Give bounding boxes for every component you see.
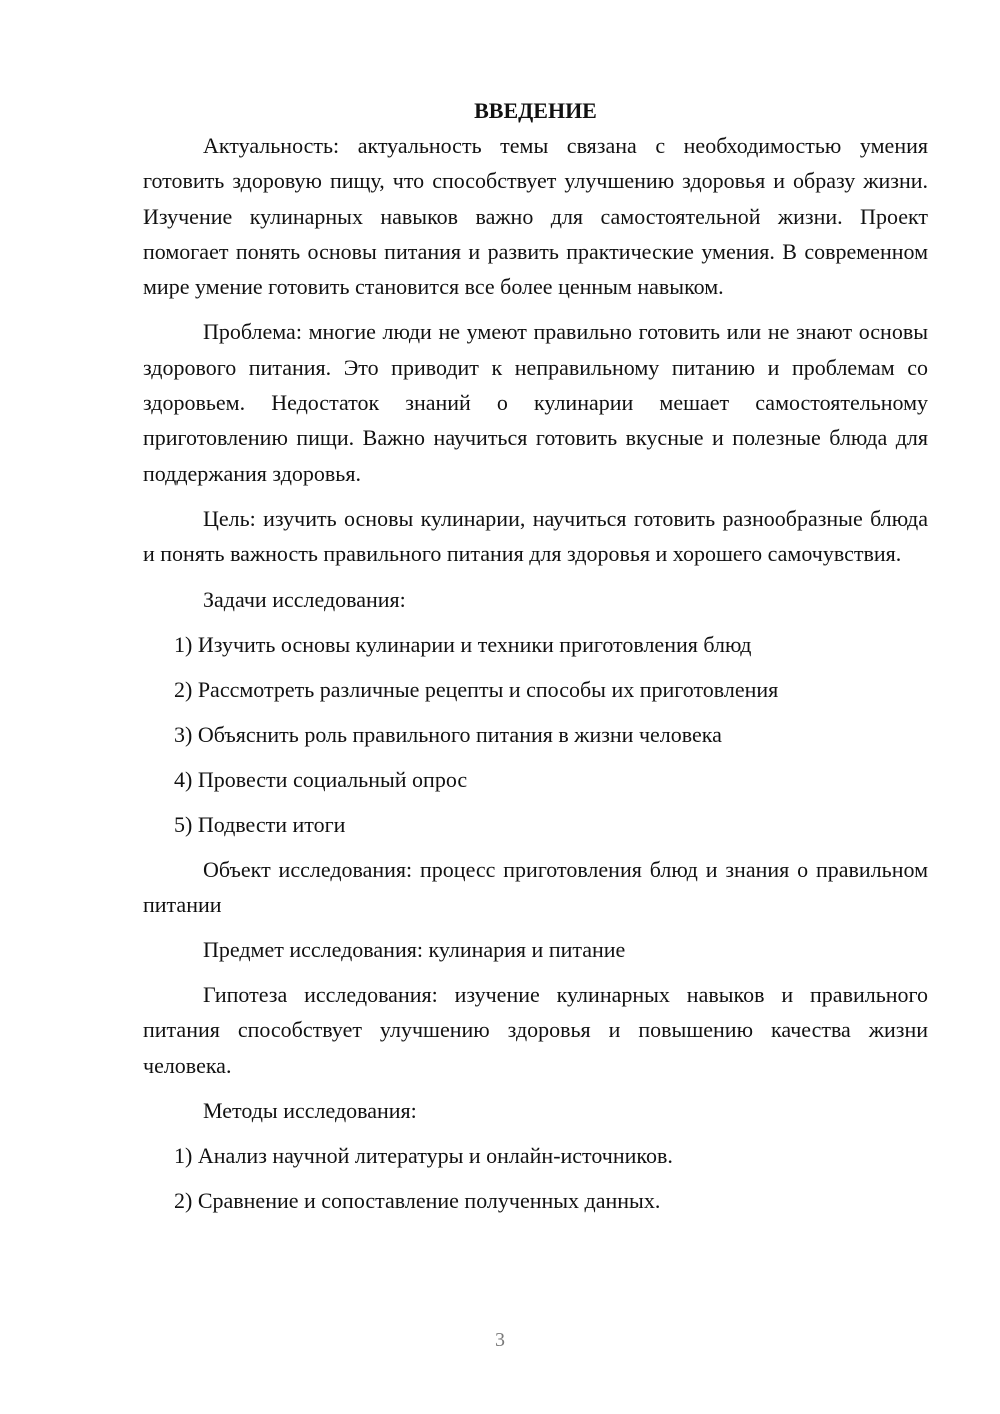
object-paragraph: Объект исследования: процесс приготовления блюд и знания о правильном питании: [143, 856, 928, 917]
tasks-label: Задачи исследования:: [203, 586, 406, 612]
method-item: 2) Сравнение и сопоставление полученных данных.: [174, 1188, 661, 1214]
task-item: 5) Подвести итоги: [174, 811, 346, 837]
section-heading: ВВЕДЕНИЕ: [474, 98, 597, 123]
task-item: 3) Объяснить роль правильного питания в жизни человека: [174, 721, 722, 747]
hypothesis-paragraph: Гипотеза исследования: изучение кулинарных навыков и правильного питания способствует улучшению здоровья и повышению качества жизни человека.: [143, 982, 928, 1078]
task-item: 2) Рассмотреть различные рецепты и способы их приготовления: [174, 676, 779, 702]
task-item: 4) Провести социальный опрос: [174, 766, 468, 792]
goal-paragraph: Цель: изучить основы кулинарии, научиться готовить разнообразные блюда и понять важность правильного питания для здоровья и хорошего самочувствия.: [143, 505, 928, 567]
task-item: 1) Изучить основы кулинарии и техники приготовления блюд: [174, 631, 752, 657]
page-number: 3: [495, 1329, 505, 1351]
document-page: [143, 93, 928, 1228]
method-item: 1) Анализ научной литературы и онлайн-источников.: [174, 1143, 673, 1169]
methods-label: Методы исследования:: [203, 1098, 417, 1124]
problem-paragraph: Проблема: многие люди не умеют правильно готовить или не знают основы здорового питания. Это приводит к неправильному питанию и проблемам со здоровьем. Недостаток знаний о кулинарии мешает самостоятельному приготовлению пищи. Важно научиться готовить вкусные и полезные блюда для поддержания здоровья.: [143, 319, 928, 486]
subject-paragraph: Предмет исследования: кулинария и питание: [203, 937, 626, 963]
relevance-paragraph: Актуальность: актуальность темы связана с необходимостью умения готовить здоровую пищу, что способствует улучшению здоровья и образу жизни. Изучение кулинарных навыков важно для самостоятельной жизни. Проект помогает понять основы питания и развить практические умения. В современном мире умение готовить становится все более ценным навыком.: [143, 133, 928, 300]
